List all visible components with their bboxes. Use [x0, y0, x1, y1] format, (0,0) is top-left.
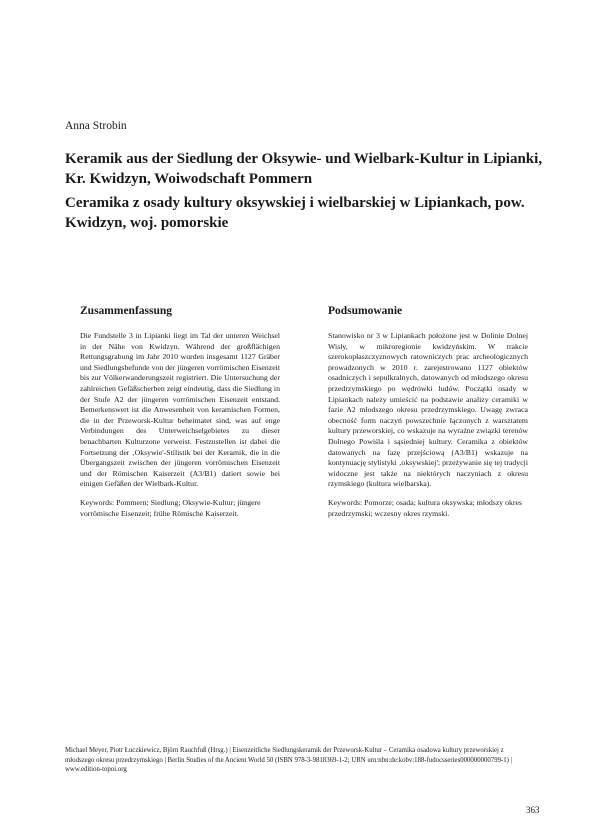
summary-german-keywords: Keywords: Pommern; Siedlung; Oksywie-Kultur; jüngere vorrömische Eisenzeit; frühe Römische Kaiserzeit.	[80, 497, 261, 518]
summary-german-body: Die Fundstelle 3 in Lipianki liegt im Tal der unteren Weichsel in der Nähe von Kwidzyn. Während der großflächigen Rettungsgrabung im Jahr 2010 wurden insgesamt 1127 Gräber und Siedlungsbefunde von der jüngeren vorrömischen Eisenzeit bis zur Völkerwanderungszeit registriert. Die Untersuchung der zahlreichen Gefäßscherben zeigt eindeutig, dass die Siedlung in der Stufe A2 der jüngeren vorrömischen Eisenzeit entstand. Bemerkenswert ist die Anwesenheit von keramischen Formen, die in der Przeworsk-Kultur beheimatet sind, was auf enge Verbindungen des Unterweichselgebietes zu dieser benachbarten Kulturzone verweist. Festzustellen ist dabei die Fortsetzung der ‚Oksywie'-Stilistik bei der Keramik, die in die Übergangszeit zwischen der jüngeren vorrömischen Eisenzeit und der Römischen Kaiserzeit (A3/B1) datiert sowie bei einigen Gefäßen der Wielbark-Kultur.	[80, 331, 280, 489]
author-name: Anna Strobin	[65, 120, 127, 132]
summary-polish	[328, 305, 528, 527]
summary-polish-body: Stanowisko nr 3 w Lipiankach położone jest w Dolinie Dolnej Wisły, w mikroregionie kwidzyńskim. W trakcie szerokopłaszczyznowych ratowniczych prac archeologicznych prowadzonych w 2010 r. zarejestrowano 1127 obiektów osadniczych i sepulkralnych, datowanych od młodszego okresu przedrzymskiego po wędrówki ludów. Początki osady w Lipiankach należy umieścić na podstawie analizy ceramiki w fazie A2 młodszego okresu przedrzymskiego. Uwagę zwraca obecność form naczyń powszechnie łączonych z warsztatem kultury przeworskiej, co wskazuje na wyraźne związki terenów Dolnego Powiśla i sąsiedniej kultury. Ceramika z obiektów datowanych na fazę przejściową (A3/B1) wskazuje na kontynuację stylistyki ‚oksywskiej'; przeżywanie się tej tradycji widoczne jest także na niektórych naczyniach z okresu rzymskiego (kultura wielbarska).	[328, 331, 528, 489]
summary-german	[80, 305, 280, 527]
summary-german-heading: Zusammenfassung	[80, 305, 173, 317]
page-number: 363	[526, 805, 540, 815]
citation-footer: Michael Meyer, Piotr Łuczkiewicz, Björn Rauchfuß (Hrsg.) | Eisenzeitliche Siedlungskeramik der Przeworsk-Kultur – Ceramika osadowa kultury przeworskiej z młodszego okresu przedrzymskiego | Berlin Studies of the Ancient World 50 (ISBN 978-3-9818369-1-2; URN urn:nbn:de:kobv:188-fudocsseries000000000799-1) | www.edition-topoi.org	[65, 747, 512, 774]
title-german: Keramik aus der Siedlung der Oksywie- und Wielbark-Kultur in Lipianki, Kr. Kwidzyn, Woiwodschaft Pommern	[65, 151, 543, 187]
summary-polish-keywords: Keywords: Pomorze; osada; kultura oksywska; młodszy okres przedrzymski; wczesny okres rzymski.	[328, 497, 523, 518]
summary-polish-heading: Podsumowanie	[328, 305, 403, 317]
title-polish: Ceramika z osady kultury oksywskiej i wielbarskiej w Lipiankach, pow. Kwidzyn, woj. pomorskie	[65, 195, 525, 231]
